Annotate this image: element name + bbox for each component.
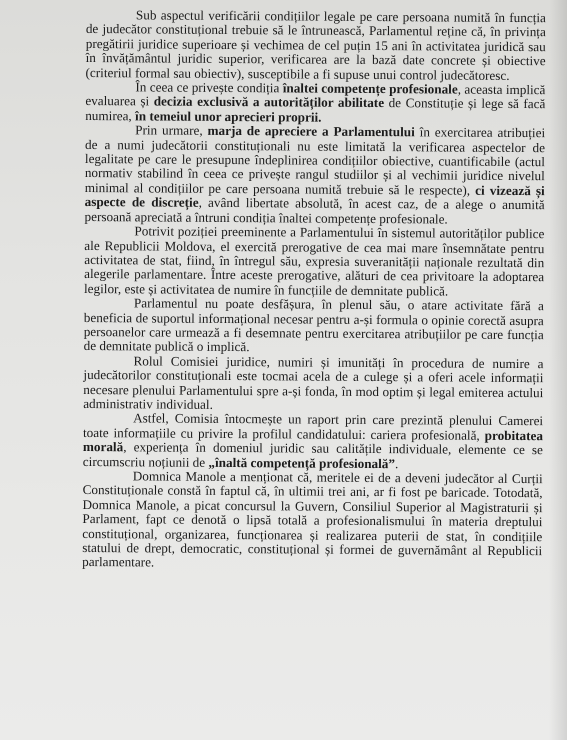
text-run: Parlamentul nu poate desfășura, în plenul său, o atare activitate fără a beneficia de suportul informațional necesar pentru a-și formula o opinie corectă asupra persoanelor care urmează a fi desemnate pentru exercitarea atribuțiilor pe care funcția de demnitate publică o implică.	[83, 295, 544, 355]
paragraph-legal-commission-role	[83, 354, 543, 415]
paragraph-margin-of-appreciation	[84, 123, 545, 227]
text-run-bold: probitatea morală	[82, 427, 544, 455]
text-run-bold: marja de apreciere a Parlamentului	[207, 123, 415, 140]
text-run-bold: în temeiul unor aprecieri proprii.	[135, 108, 322, 125]
text-run: În ceea ce privește condiția	[135, 79, 283, 96]
text-run: Prin urmare,	[135, 122, 208, 139]
text-run: , experiența în domeniul juridic sau calitățile individuale, elemente ce se circumscriu noțiunii de	[82, 439, 543, 470]
text-run: Rolul Comisiei juridice, numiri și imunități în procedura de numire a judecătorilor constituționali este tocmai acela de a culege și a oferi acele informații necesare plenului Parlamentului spre a-și fonda, în mod optim și legal emiterea actului administrativ individual.	[83, 353, 544, 412]
text-run-bold: înaltei competențe profesionale	[282, 80, 458, 97]
text-run-bold: decizia exclusivă a autorităților abilitate	[153, 93, 385, 111]
paragraph-commission-report	[83, 411, 543, 472]
text-run: Sub aspectul verificării condițiilor legale pe care persoana numită în funcția de judecător constituțional trebuie să le întrunească, Parlamentul reține că, în privința pregătirii juridice superioare și vechimea de cel puțin 15 ani în activitatea juridică sau în învățământul juridic superior, verificarea are la bază date concrete și obiective (criteriul formal sau obiectiv), susceptibile a fi supuse unui control judecătoresc.	[85, 7, 546, 83]
paragraph-information-support	[84, 296, 544, 357]
text-run: , având libertate absolută, în acest caz, de a alege o anumită persoană apreciată a întruni condiția înaltei competențe profesionale.	[84, 195, 545, 227]
paragraph-high-competence	[85, 80, 545, 126]
document-body	[82, 8, 546, 573]
text-run-bold: „înaltă competență profesională”	[208, 454, 396, 471]
text-run: în exercitarea atribuției de a numi judecătorii constituționali nu este limitată la verificarea aspectelor de legalitate pe care le presupune îndeplinirea condițiilor obiective, cuantificabile (actul normativ stabilind în ceea ce privește rangul studiilor și al vechimii juridice nivelul minimal al condițiilor pe care persoana numită trebuie să le respecte),	[84, 124, 546, 198]
text-run: Astfel, Comisia întocmește un raport prin care prezintă plenului Camerei toate informațiile cu privire la profilul candidatului: cariera profesională,	[82, 410, 544, 443]
text-run-bold: ci vizează și aspecte de discreție	[84, 182, 545, 211]
text-run: Domnica Manole a menționat că, meritele ei de a deveni judecător al Curții Constituționale constă în faptul că, în ultimii trei ani, ar fi fost pe baricade. Totodată, Domnica Manole, a picat concursul la Guvern, Consiliul Superior al Magistraturii și Parlament, fapt ce denotă o lipsă totală a profesionalismului în materia dreptului constituțional, organizarea, funcționarea și realizarea puterii de stat, în condițiile statului de drept, democratic, constituțional și formei de guvernământ al Republicii parlamentare.	[82, 468, 543, 570]
text-run: .	[394, 455, 399, 471]
page-edge-shadow	[549, 0, 567, 740]
text-run: de Constituție și lege să facă numirea,	[85, 95, 546, 124]
text-run: , aceasta implică evaluarea și	[85, 81, 546, 109]
paragraph-legal-conditions	[85, 8, 545, 83]
text-run: Potrivit poziției preeminente a Parlamentului în sistemul autorităților publice ale Republicii Moldova, el exercită prerogative de cea mai mare însemnătate pentru activitatea de stat, fiind, în întregul său, expresia suveranității naționale rezultată din alegerile parlamentare. Între aceste prerogative, alături de cea privitoare la adoptarea legilor, este și activitatea de numire în funcțiile de demnitate publică.	[83, 223, 545, 299]
paragraph-parliament-position	[84, 224, 544, 299]
paragraph-domnica-manole	[82, 469, 543, 573]
